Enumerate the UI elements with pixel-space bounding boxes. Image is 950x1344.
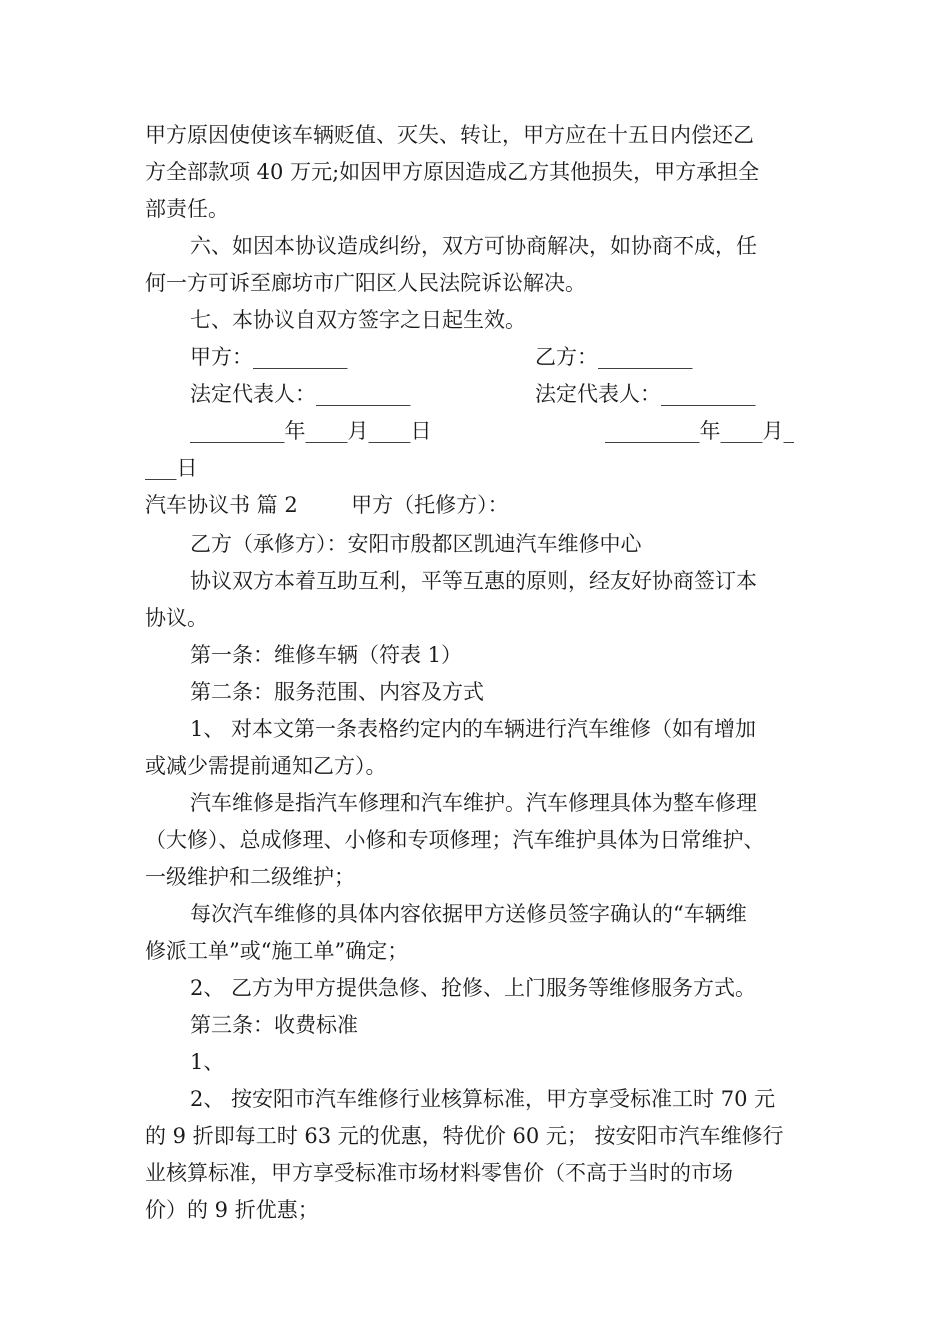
text-line: 第二条：服务范围、内容及方式	[190, 680, 484, 704]
text-line: 一级维护和二级维护；	[145, 865, 355, 889]
text-line: 每次汽车维修的具体内容依据甲方送修员签字确认的“车辆维	[190, 902, 747, 926]
text-line: 第一条：维修车辆（符表 1）	[190, 643, 463, 667]
text-line: 业核算标准，甲方享受标准市场材料零售价（不高于当时的市场	[145, 1161, 733, 1185]
text-line: 或减少需提前通知乙方）。	[145, 754, 387, 778]
section-heading: 汽车协议书 篇 2 甲方（托修方）：	[145, 493, 509, 517]
text-line: 价）的 9 折优惠；	[145, 1198, 319, 1222]
signature-party-b: 乙方：_________	[535, 345, 693, 369]
text-line: 六、如因本协议造成纠纷，双方可协商解决，如协商不成，任	[190, 234, 757, 258]
legal-rep-a: 法定代表人：_________	[190, 382, 411, 406]
text-line: 协议双方本着互助互利，平等互惠的原则，经友好协商签订本	[190, 569, 757, 593]
text-line: 方全部款项 40 万元;如因甲方原因造成乙方其他损失，甲方承担全	[145, 160, 760, 184]
text-line: 2、 按安阳市汽车维修行业核算标准，甲方享受标准工时 70 元	[190, 1087, 776, 1111]
text-line: 协议。	[145, 606, 208, 630]
text-line: 修派工单”或“施工单”确定；	[145, 939, 409, 963]
text-line: 2、 乙方为甲方提供急修、抢修、上门服务等维修服务方式。	[190, 976, 757, 1000]
text-line: 何一方可诉至廊坊市广阳区人民法院诉讼解决。	[145, 271, 586, 295]
text-line: 部责任。	[145, 197, 229, 221]
text-line: 乙方（承修方）：安阳市殷都区凯迪汽车维修中心	[190, 532, 642, 556]
date-a: _________年____月____日	[190, 419, 432, 443]
text-line: 1、	[190, 1050, 225, 1074]
text-line: 汽车维修是指汽车修理和汽车维护。汽车修理具体为整车修理	[190, 791, 757, 815]
text-line: 1、 对本文第一条表格约定内的车辆进行汽车维修（如有增加	[190, 717, 757, 741]
text-line: 七、本协议自双方签字之日起生效。	[190, 308, 526, 332]
text-line: （大修）、总成修理、小修和专项修理；汽车维护具体为日常维护、	[145, 828, 765, 852]
date-b: _________年____月_	[605, 419, 794, 443]
legal-rep-b: 法定代表人：_________	[535, 382, 756, 406]
signature-party-a: 甲方：_________	[190, 345, 348, 369]
text-line: 甲方原因使使该车辆贬值、灭失、转让，甲方应在十五日内偿还乙	[145, 123, 754, 147]
text-line: 第三条：收费标准	[190, 1013, 358, 1037]
date-b-cont: ___日	[145, 456, 198, 480]
text-line: 的 9 折即每工时 63 元的优惠，特优价 60 元； 按安阳市汽车维修行	[145, 1124, 784, 1148]
